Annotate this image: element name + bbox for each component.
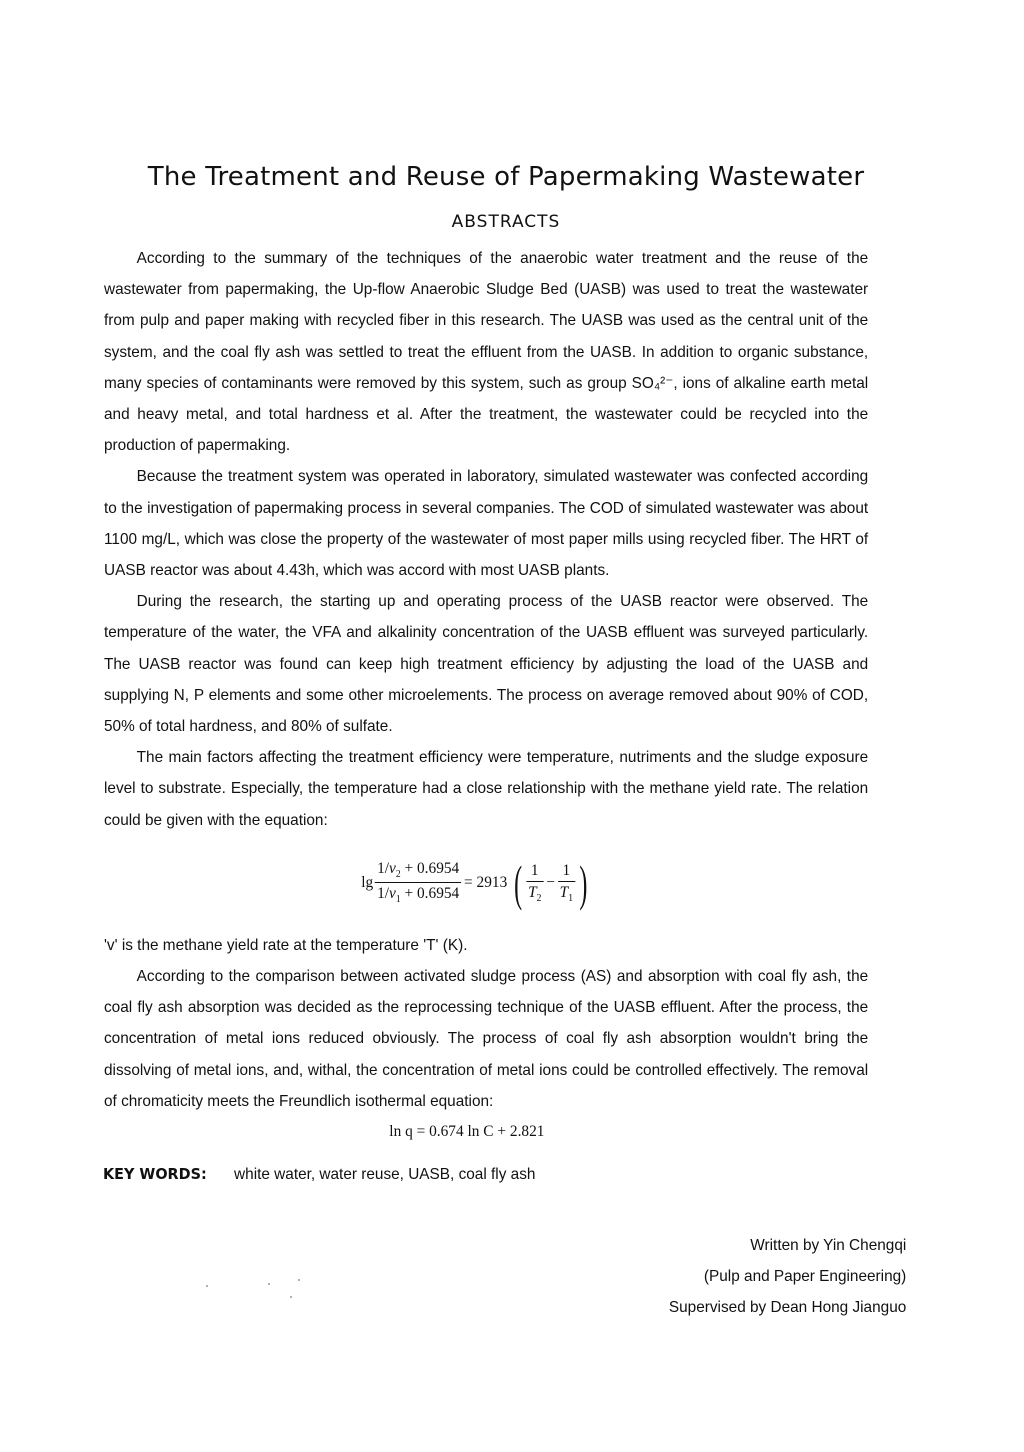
- freundlich-equation: ln q = 0.674 ln C + 2.821: [389, 1123, 545, 1141]
- abstract-body: [104, 243, 868, 1147]
- eq-main-fraction: [375, 859, 461, 906]
- document-title: The Treatment and Reuse of Papermaking Wastewater: [147, 162, 865, 192]
- keywords-label: KEY WORDS:: [103, 1165, 207, 1183]
- abstract-paragraph-5: According to the comparison between activated sludge process (AS) and absorption with coal fly ash, the coal fly ash absorption was decided as the reprocessing technique of the UASB effluent. After the process, the concentration of metal ions reduced obviously. The process of coal fly ash absorption wouldn't bring the dissolving of metal ions, and, withal, the concentration of metal ions could be controlled effectively. The removal of chromaticity meets the Freundlich isothermal equation:: [104, 968, 869, 1110]
- abstract-paragraph-2: Because the treatment system was operated in laboratory, simulated wastewater was confected according to the investigation of papermaking process in several companies. The COD of simulated wastewater was about 1100 mg/L, which was close the property of the wastewater of most paper mills using recycled fiber. The HRT of UASB reactor was about 4.43h, which was accord with most UASB plants.: [104, 468, 869, 580]
- scan-speck: [268, 1283, 270, 1285]
- eq-one-over-v2: $1/v_2$: [377, 860, 401, 881]
- eq-numerator: [375, 859, 461, 881]
- signature-block: [669, 1230, 906, 1323]
- abstract-paragraph-1: According to the summary of the techniques of the anaerobic water treatment and the reuse of the wastewater from papermaking, the Up-flow Anaerobic Sludge Bed (UASB) was used to treat the wastewater from pulp and paper making with recycled fiber in this research. The UASB was used as the central unit of the system, and the coal fly ash was settled to treat the effluent from the UASB. In addition to organic substance, many species of contaminants were removed by this system, such as group SO₄²⁻, ions of alkaline earth metal and heavy metal, and total hardness et al. After the treatment, the wastewater could be recycled into the production of papermaking.: [104, 250, 869, 455]
- eq-right-paren: ): [578, 854, 587, 911]
- eq-numerator-constant: + 0.6954: [404, 860, 460, 878]
- eq-denominator-constant: + 0.6954: [404, 885, 460, 903]
- eq-minus: −: [546, 874, 555, 892]
- keywords-text: white water, water reuse, UASB, coal fly ash: [234, 1166, 536, 1183]
- scan-speck: [206, 1285, 208, 1287]
- variable-note: 'v' is the methane yield rate at the temperature 'T' (K).: [104, 936, 468, 954]
- abstract-paragraph-3: During the research, the starting up and operating process of the UASB reactor were observed. The temperature of the water, the VFA and alkalinity concentration of the UASB effluent was surveyed particularly. The UASB reactor was found can keep high treatment efficiency by adjusting the load of the UASB and supplying N, P elements and some other microelements. The process on average removed about 90% of COD, 50% of total hardness, and 80% of sulfate.: [104, 593, 869, 736]
- eq-left-paren: (: [514, 854, 523, 911]
- eq-inverse-t1: $\frac{1}{T_1}$: [559, 861, 574, 905]
- scan-speck: [290, 1296, 292, 1298]
- keywords-line: [103, 1165, 535, 1184]
- abstract-paragraph-4: The main factors affecting the treatment efficiency were temperature, nutriments and the sludge exposure level to substrate. Especially, the temperature had a close relationship with the methane yield rate. The relation could be given with the equation:: [104, 749, 869, 829]
- supervisor-line: Supervised by Dean Hong Jianguo: [668, 1299, 906, 1316]
- eq-lg: lg: [361, 874, 374, 892]
- abstract-heading: ABSTRACTS: [451, 212, 561, 232]
- author-line: Written by Yin Chengqi: [750, 1237, 906, 1254]
- department-line: (Pulp and Paper Engineering): [703, 1268, 906, 1285]
- eq-fraction-bar: [375, 882, 461, 883]
- eq-equals-coefficient: = 2913: [464, 874, 508, 892]
- eq-one-over-v1: $1/v_1$: [377, 885, 401, 906]
- scan-speck: [298, 1279, 300, 1281]
- methane-yield-equation: [361, 846, 868, 920]
- eq-denominator: [375, 884, 461, 906]
- eq-inverse-t2: $\frac{1}{T_2}$: [528, 861, 542, 905]
